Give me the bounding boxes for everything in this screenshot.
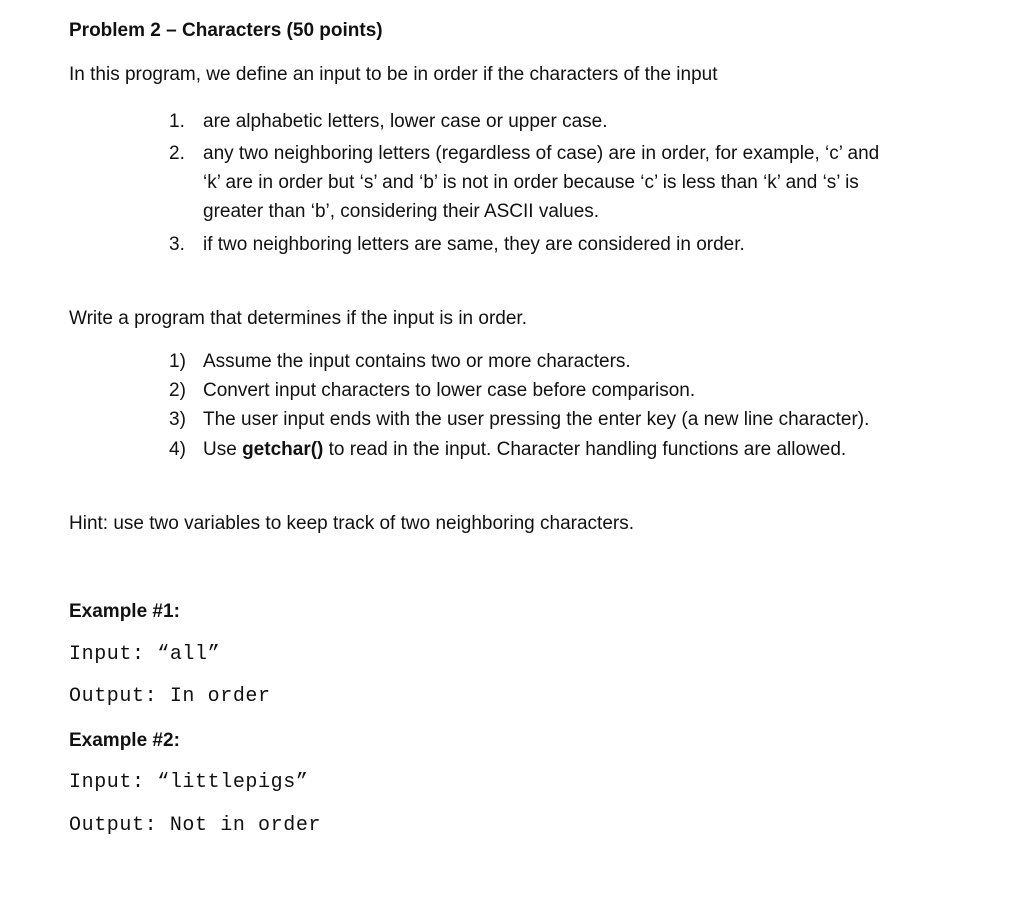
condition-number: 2. xyxy=(169,143,185,164)
task-text: Write a program that determines if the input is in order. xyxy=(69,308,527,329)
requirement-number: 1) xyxy=(169,351,186,372)
example-output: Output: In order xyxy=(69,685,271,708)
condition-text: if two neighboring letters are same, they are considered in order. xyxy=(203,234,745,255)
requirement-text-post: to read in the input. Character handling functions are allowed. xyxy=(323,439,847,460)
requirement-number: 3) xyxy=(169,409,186,430)
example-heading: Example #2: xyxy=(69,730,180,751)
requirement-number: 4) xyxy=(169,439,186,460)
example-input: Input: “littlepigs” xyxy=(69,771,309,794)
condition-text: are alphabetic letters, lower case or upper case. xyxy=(203,111,608,132)
intro-text: In this program, we define an input to be in order if the characters of the input xyxy=(69,64,718,85)
requirement-text-pre: Use xyxy=(203,439,243,460)
requirement-number: 2) xyxy=(169,380,186,401)
condition-text: greater than ‘b’, considering their ASCII values. xyxy=(203,201,600,222)
example-output: Output: Not in order xyxy=(69,814,322,837)
example-input: Input: “all” xyxy=(69,643,221,666)
requirement-text: Assume the input contains two or more characters. xyxy=(203,351,631,372)
condition-number: 1. xyxy=(169,111,185,132)
problem-title: Problem 2 – Characters (50 points) xyxy=(69,20,383,41)
getchar-keyword: getchar() xyxy=(242,439,324,460)
condition-text: ‘k’ are in order but ‘s’ and ‘b’ is not in order because ‘c’ is less than ‘k’ and ‘s’ is xyxy=(203,172,859,193)
requirement-text: Convert input characters to lower case before comparison. xyxy=(203,380,696,401)
condition-number: 3. xyxy=(169,234,185,255)
hint-text: Hint: use two variables to keep track of two neighboring characters. xyxy=(69,513,635,534)
example-heading: Example #1: xyxy=(69,601,180,622)
requirement-text: The user input ends with the user pressing the enter key (a new line character). xyxy=(203,409,870,430)
requirement-text xyxy=(203,438,846,462)
condition-text: any two neighboring letters (regardless of case) are in order, for example, ‘c’ and xyxy=(203,143,880,164)
